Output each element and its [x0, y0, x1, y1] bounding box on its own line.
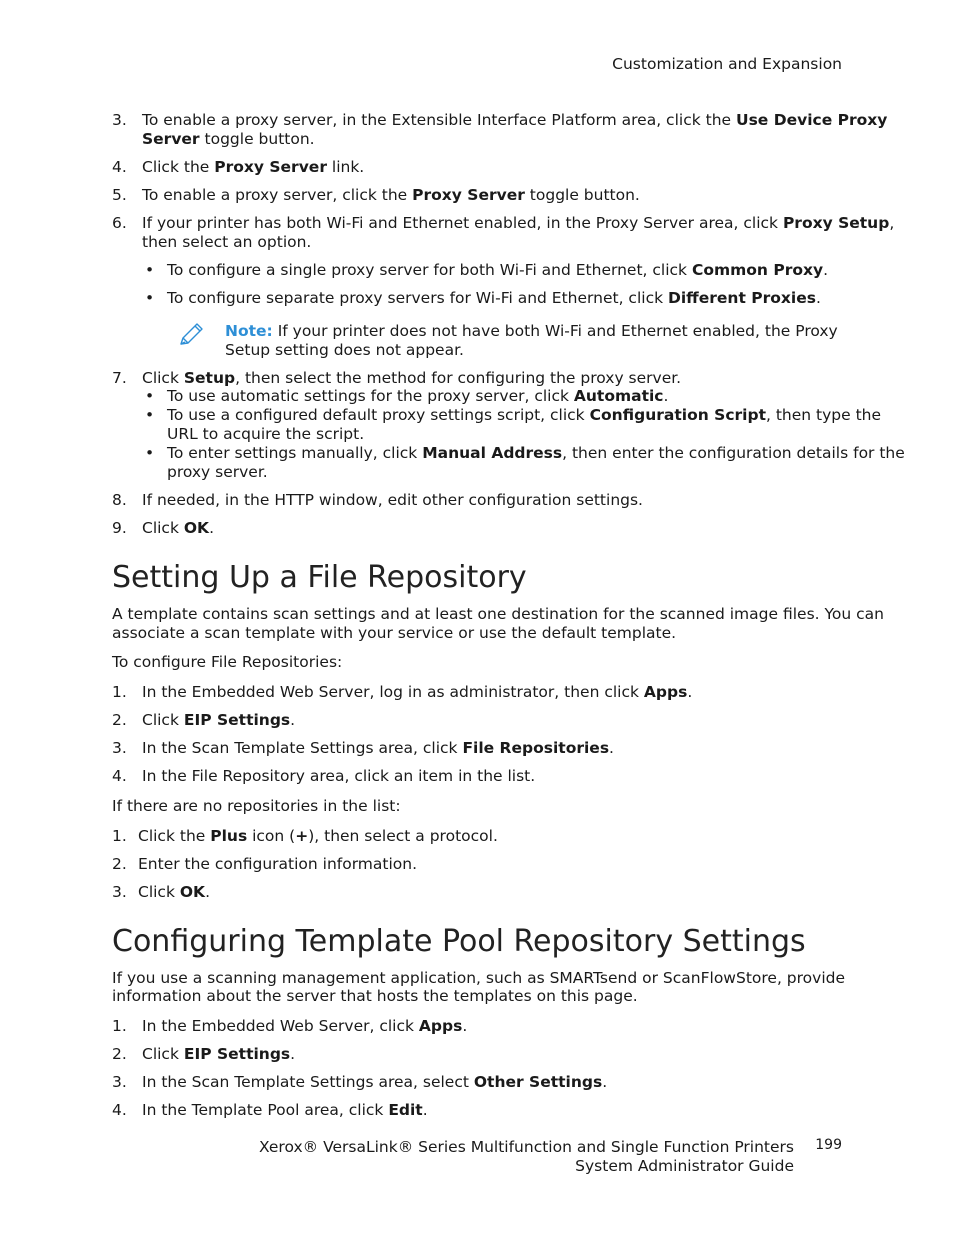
step-number: 6.	[112, 214, 127, 232]
page-number: 199	[815, 1137, 842, 1153]
note-line-2: Setup setting does not appear.	[225, 341, 464, 359]
step-number: 2.	[112, 711, 127, 729]
bullet-marker: •	[145, 261, 155, 279]
footer-title: Xerox® VersaLink® Series Multifunction and Single Function Printers	[258, 1138, 794, 1156]
paragraph: If you use a scanning management application, such as SMARTsend or ScanFlowStore, provide	[112, 969, 846, 987]
step-number: 3.	[112, 739, 127, 757]
step-text: In the Scan Template Settings area, click File Repositories.	[142, 739, 614, 757]
step-text: In the Scan Template Settings area, select Other Settings.	[142, 1073, 608, 1091]
step-text: In the File Repository area, click an item in the list.	[142, 767, 536, 785]
bullet-text: To enter settings manually, click Manual Address, then enter the configuration details for the	[167, 444, 905, 462]
step-number: 2.	[112, 855, 127, 873]
step-text: If your printer has both Wi-Fi and Ethernet enabled, in the Proxy Server area, click Proxy Setup,	[142, 214, 895, 232]
bullet-marker: •	[145, 387, 155, 405]
step-number: 7.	[112, 369, 127, 387]
bullet-text: To configure separate proxy servers for Wi-Fi and Ethernet, click Different Proxies.	[167, 289, 821, 307]
step-number: 3.	[112, 883, 127, 901]
step-number: 8.	[112, 491, 127, 509]
step-number: 3.	[112, 1073, 127, 1091]
step-text: Click EIP Settings.	[142, 1045, 296, 1063]
step-number: 4.	[112, 1101, 127, 1119]
bullet-text: To use a configured default proxy settings script, click Configuration Script, then type the	[167, 406, 882, 424]
note-line-1	[225, 322, 838, 341]
step-number: 3.	[112, 111, 127, 129]
step-text: Click OK.	[138, 883, 210, 901]
pencil-note-icon	[177, 322, 205, 348]
step-text: To enable a proxy server, in the Extensible Interface Platform area, click the Use Device Proxy	[142, 111, 888, 129]
step-text: Click OK.	[142, 519, 214, 537]
step-number: 1.	[112, 683, 127, 701]
step-number: 2.	[112, 1045, 127, 1063]
running-header: Customization and Expansion	[612, 55, 842, 73]
step-number: 1.	[112, 1017, 127, 1035]
step-number: 4.	[112, 767, 127, 785]
step-text: In the Embedded Web Server, log in as administrator, then click Apps.	[142, 683, 693, 701]
bullet-text: To use automatic settings for the proxy server, click Automatic.	[167, 387, 669, 405]
step-text: Click the Proxy Server link.	[142, 158, 365, 176]
note-label: Note:	[225, 322, 273, 340]
bullet-marker: •	[145, 444, 155, 462]
bullet-marker: •	[145, 289, 155, 307]
step-text: Click Setup, then select the method for configuring the proxy server.	[142, 369, 682, 387]
step-text: In the Embedded Web Server, click Apps.	[142, 1017, 468, 1035]
paragraph: information about the server that hosts the templates on this page.	[112, 987, 638, 1005]
section-heading: Setting Up a File Repository	[112, 560, 527, 595]
paragraph: A template contains scan settings and at least one destination for the scanned image files. You can	[112, 605, 884, 623]
paragraph: associate a scan template with your service or use the default template.	[112, 624, 677, 642]
note-text: If your printer does not have both Wi-Fi and Ethernet enabled, the Proxy	[277, 322, 838, 340]
step-text: Click EIP Settings.	[142, 711, 296, 729]
section-heading: Configuring Template Pool Repository Settings	[112, 924, 806, 959]
footer-subtitle: System Administrator Guide	[575, 1157, 794, 1175]
step-text: Click the Plus icon (+), then select a protocol.	[138, 827, 498, 845]
bullet-text: To configure a single proxy server for both Wi-Fi and Ethernet, click Common Proxy.	[167, 261, 829, 279]
step-number: 4.	[112, 158, 127, 176]
step-text: To enable a proxy server, click the Proxy Server toggle button.	[142, 186, 640, 204]
step-text: Server toggle button.	[142, 130, 315, 148]
bullet-marker: •	[145, 406, 155, 424]
step-text: In the Template Pool area, click Edit.	[142, 1101, 428, 1119]
step-text: Enter the configuration information.	[138, 855, 418, 873]
step-text: If needed, in the HTTP window, edit other configuration settings.	[142, 491, 643, 509]
step-text: then select an option.	[142, 233, 312, 251]
bullet-text: URL to acquire the script.	[167, 425, 365, 443]
step-number: 5.	[112, 186, 127, 204]
paragraph: If there are no repositories in the list:	[112, 797, 401, 815]
paragraph: To configure File Repositories:	[112, 653, 343, 671]
bullet-text: proxy server.	[167, 463, 268, 481]
step-number: 1.	[112, 827, 127, 845]
step-number: 9.	[112, 519, 127, 537]
